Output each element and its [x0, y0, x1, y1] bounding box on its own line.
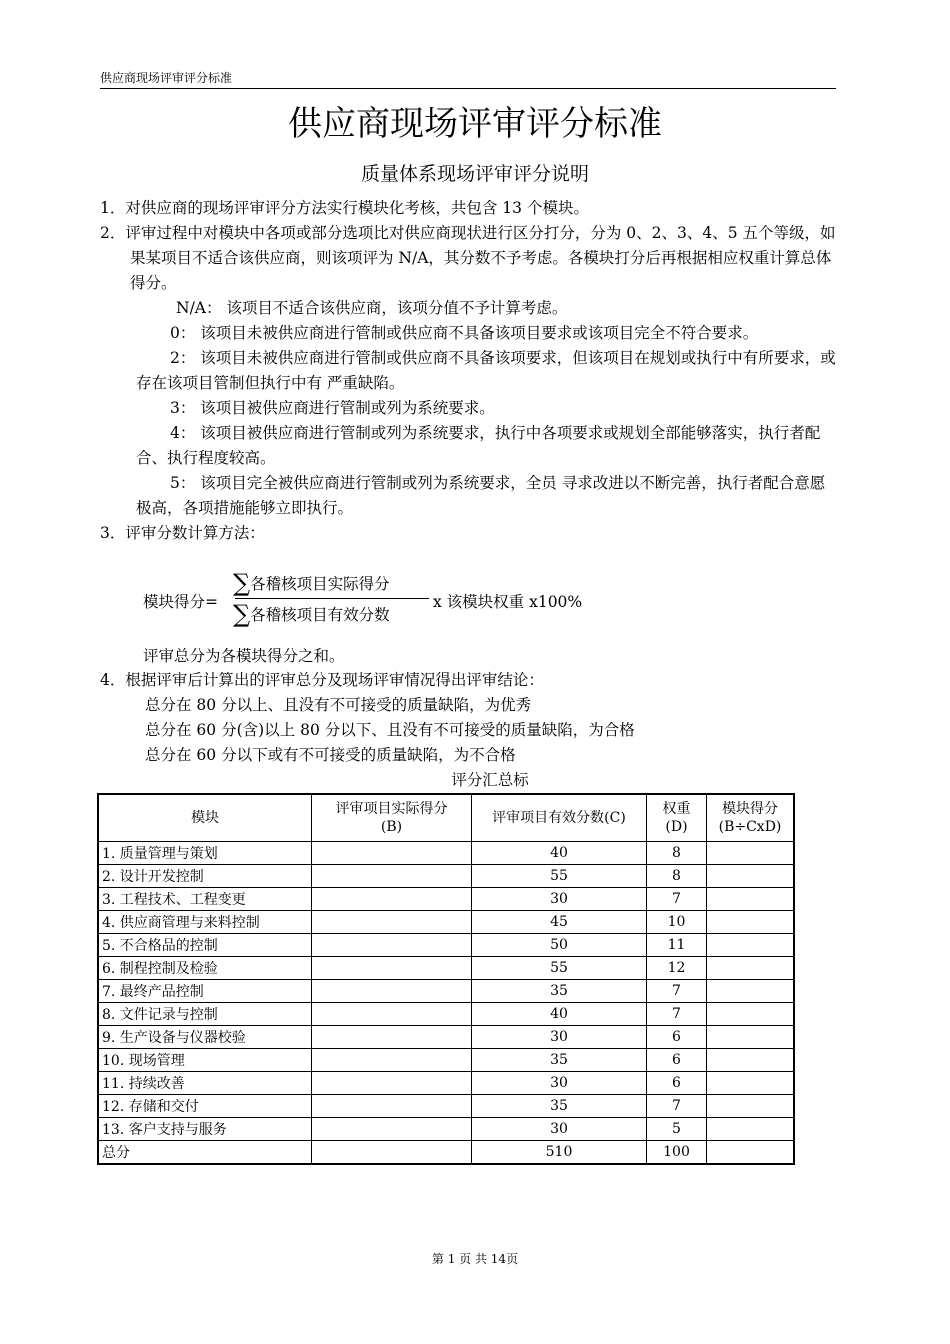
total-note: 评审总分为各模块得分之和。: [143, 647, 345, 665]
table-caption: 评分汇总标: [451, 771, 529, 789]
table-row: [98, 911, 794, 934]
cell-actual-score[interactable]: [312, 1118, 472, 1141]
cell-actual-score[interactable]: [312, 934, 472, 957]
table-row: [98, 980, 794, 1003]
cell-actual-score[interactable]: [312, 957, 472, 980]
cell-valid-score: 30: [472, 1072, 647, 1095]
cell-module-score[interactable]: [707, 911, 795, 934]
level-5: 5： 该项目完全被供应商进行管制或列为系统要求，全员 寻求改进以不断完善，执行者配合意愿极高，各项措施能够立即执行。: [136, 474, 826, 517]
cell-module: 12. 存储和交付: [98, 1095, 312, 1118]
header-valid-score: 评审项目有效分数(C): [472, 794, 647, 842]
cell-module: 11. 持续改善: [98, 1072, 312, 1095]
cell-weight: 10: [647, 911, 707, 934]
cell-valid-score: 35: [472, 1049, 647, 1072]
conclusion-excellent: 总分在 80 分以上、且没有不可接受的质量缺陷，为优秀: [145, 696, 532, 714]
formula-rhs: x 该模块权重 x100%: [433, 593, 583, 611]
cell-module: 10. 现场管理: [98, 1049, 312, 1072]
table-row: [98, 888, 794, 911]
cell-module: 8. 文件记录与控制: [98, 1003, 312, 1026]
cell-actual-score[interactable]: [312, 1026, 472, 1049]
cell-actual-score[interactable]: [312, 911, 472, 934]
cell-module-score[interactable]: [707, 934, 795, 957]
cell-valid-score: 45: [472, 911, 647, 934]
cell-weight: 7: [647, 888, 707, 911]
cell-actual-score[interactable]: [312, 980, 472, 1003]
document-subtitle: 质量体系现场评审评分说明: [360, 163, 589, 185]
cell-module: 3. 工程技术、工程变更: [98, 888, 312, 911]
cell-valid-score: 55: [472, 957, 647, 980]
cell-actual-score[interactable]: [312, 842, 472, 865]
cell-module-score[interactable]: [707, 888, 795, 911]
section-4-title: 4．根据评审后计算出的评审总分及现场评审情况得出评审结论：: [100, 671, 544, 689]
cell-module-score[interactable]: [707, 980, 795, 1003]
cell-module-score[interactable]: [707, 1095, 795, 1118]
cell-module: 13. 客户支持与服务: [98, 1118, 312, 1141]
table-total-row: [98, 1141, 794, 1165]
formula-lhs: 模块得分=: [143, 593, 218, 611]
header-module-score: 模块得分 (B÷CxD): [707, 794, 795, 842]
conclusion-pass: 总分在 60 分(含)以上 80 分以下、且没有不可接受的质量缺陷，为合格: [145, 721, 635, 739]
cell-module-score[interactable]: [707, 957, 795, 980]
cell-actual-score[interactable]: [312, 1072, 472, 1095]
header-module: 模块: [98, 794, 312, 842]
table-row: [98, 957, 794, 980]
cell-actual-score[interactable]: [312, 888, 472, 911]
cell-module: 4. 供应商管理与来料控制: [98, 911, 312, 934]
cell-module: 总分: [98, 1141, 312, 1165]
table-row: [98, 1072, 794, 1095]
cell-weight: 12: [647, 957, 707, 980]
header-actual-score: 评审项目实际得分 (B): [312, 794, 472, 842]
table-header-row: [98, 794, 794, 842]
section-2: 2．评审过程中对模块中各项或部分选项比对供应商现状进行区分打分，分为 0、2、3、4、5 五个等级，如果某项目不适合该供应商，则该项评为 N/A，其分数不予考虑。各模块打分后再根据相应权重计算总体得分。: [100, 224, 836, 292]
formula-fraction: [233, 568, 429, 629]
level-4: 4： 该项目被供应商进行管制或列为系统要求，执行中各项要求或规划全部能够落实，执行者配合、执行程度较高。: [136, 424, 821, 467]
section-1: 1．对供应商的现场评审评分方法实行模块化考核，共包含 13 个模块。: [100, 199, 589, 217]
cell-module: 1. 质量管理与策划: [98, 842, 312, 865]
cell-valid-score: 35: [472, 980, 647, 1003]
level-3: 3： 该项目被供应商进行管制或列为系统要求。: [170, 399, 495, 417]
cell-valid-score: 510: [472, 1141, 647, 1165]
instructions-body: [100, 196, 840, 546]
cell-weight: 8: [647, 865, 707, 888]
cell-actual-score[interactable]: [312, 1095, 472, 1118]
section-4: [100, 668, 840, 768]
cell-actual-score[interactable]: [312, 1049, 472, 1072]
cell-valid-score: 40: [472, 1003, 647, 1026]
document-title: 供应商现场评审评分标准: [288, 104, 662, 144]
sigma-symbol: ∑: [233, 600, 251, 628]
header-weight: 权重 (D): [647, 794, 707, 842]
cell-weight: 100: [647, 1141, 707, 1165]
cell-valid-score: 30: [472, 888, 647, 911]
table-row: [98, 1026, 794, 1049]
sigma-symbol: ∑: [233, 569, 251, 597]
cell-actual-score[interactable]: [312, 865, 472, 888]
cell-module-score[interactable]: [707, 1072, 795, 1095]
cell-module-score[interactable]: [707, 1049, 795, 1072]
cell-weight: 7: [647, 1095, 707, 1118]
cell-valid-score: 40: [472, 842, 647, 865]
formula-numerator: ∑各稽核项目实际得分: [233, 569, 390, 597]
cell-weight: 11: [647, 934, 707, 957]
table-row: [98, 1049, 794, 1072]
cell-module: 5. 不合格品的控制: [98, 934, 312, 957]
cell-valid-score: 35: [472, 1095, 647, 1118]
table-row: [98, 842, 794, 865]
table-row: [98, 1095, 794, 1118]
cell-valid-score: 55: [472, 865, 647, 888]
cell-module-score[interactable]: [707, 865, 795, 888]
cell-module: 7. 最终产品控制: [98, 980, 312, 1003]
cell-valid-score: 50: [472, 934, 647, 957]
cell-actual-score[interactable]: [312, 1003, 472, 1026]
cell-weight: 6: [647, 1049, 707, 1072]
formula-denominator: ∑各稽核项目有效分数: [233, 600, 390, 628]
cell-module: 9. 生产设备与仪器校验: [98, 1026, 312, 1049]
cell-weight: 6: [647, 1072, 707, 1095]
cell-valid-score: 30: [472, 1118, 647, 1141]
cell-weight: 7: [647, 980, 707, 1003]
cell-module-score[interactable]: [707, 1141, 795, 1165]
conclusion-fail: 总分在 60 分以下或有不可接受的质量缺陷，为不合格: [145, 746, 516, 764]
level-2: 2： 该项目未被供应商进行管制或供应商不具备该项要求，但该项目在规划或执行中有所要求，或存在该项目管制但执行中有 严重缺陷。: [136, 349, 836, 392]
page-footer: 第 1 页 共 14页: [431, 1252, 519, 1266]
cell-weight: 5: [647, 1118, 707, 1141]
score-summary-table: [97, 793, 795, 1165]
cell-module: 6. 制程控制及检验: [98, 957, 312, 980]
table-row: [98, 1003, 794, 1026]
cell-weight: 8: [647, 842, 707, 865]
table-row: [98, 1118, 794, 1141]
cell-module: 2. 设计开发控制: [98, 865, 312, 888]
cell-weight: 7: [647, 1003, 707, 1026]
table-row: [98, 865, 794, 888]
cell-weight: 6: [647, 1026, 707, 1049]
cell-module-score[interactable]: [707, 842, 795, 865]
table-row: [98, 934, 794, 957]
level-0: 0： 该项目未被供应商进行管制或供应商不具备该项目要求或该项目完全不符合要求。: [170, 324, 759, 342]
cell-module-score[interactable]: [707, 1026, 795, 1049]
running-header: 供应商现场评审评分标准: [100, 70, 836, 89]
section-3: 3．评审分数计算方法：: [100, 524, 265, 542]
cell-module-score[interactable]: [707, 1003, 795, 1026]
cell-actual-score[interactable]: [312, 1141, 472, 1165]
cell-valid-score: 30: [472, 1026, 647, 1049]
cell-module-score[interactable]: [707, 1118, 795, 1141]
level-na: N/A： 该项目不适合该供应商，该项分值不予计算考虑。: [176, 299, 568, 317]
